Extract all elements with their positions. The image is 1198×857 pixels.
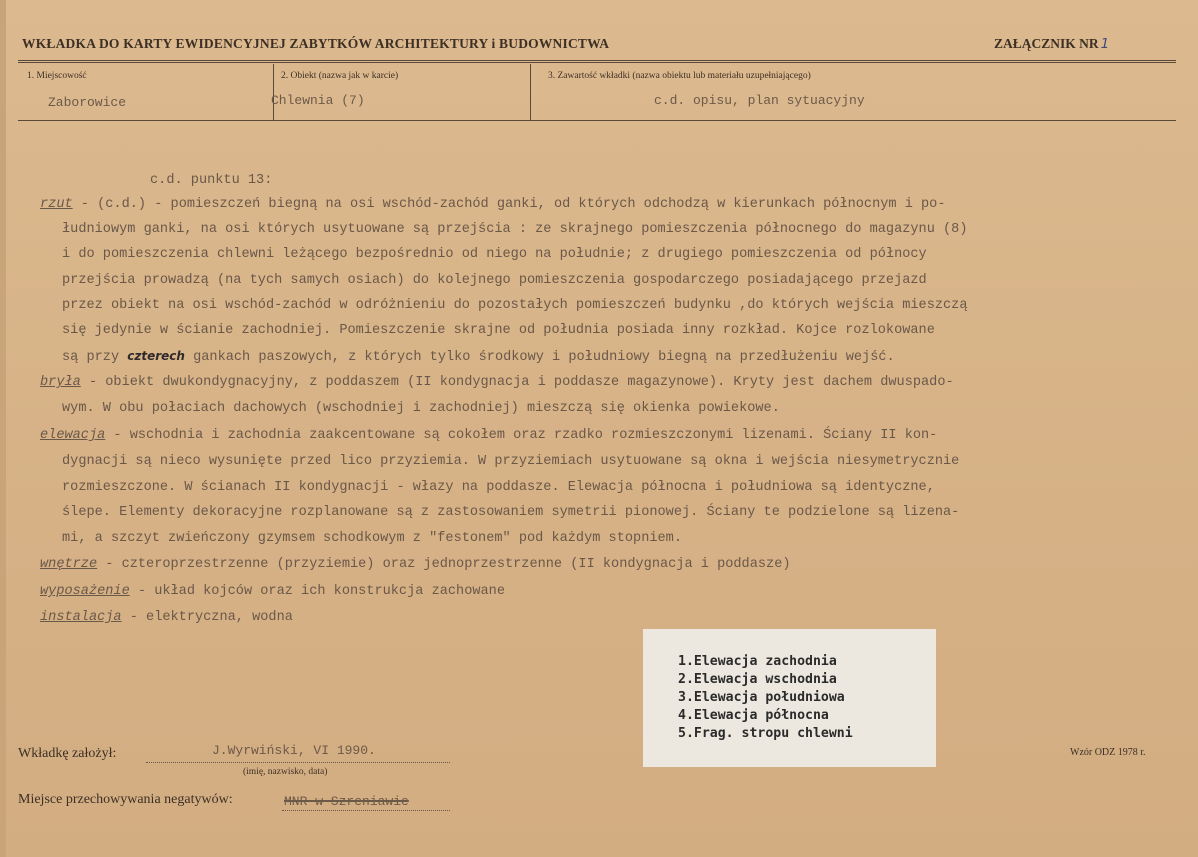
field-content-value: c.d. opisu, plan sytuacyjny [654,93,865,108]
negatives-line [282,810,450,811]
rzut-line-2: łudniowym ganki, na osi których usytuowane są przejścia : ze skrajnego pomieszczenia północnego do magazynu (8) [62,222,968,237]
rzut-line-7 [62,349,895,365]
form-code: Wzór ODZ 1978 r. [1070,747,1146,758]
fields-rule [18,120,1176,121]
card-title: WKŁADKA DO KARTY EWIDENCYJNEJ ZABYTKÓW ARCHITEKTURY i BUDOWNICTWA [22,36,610,51]
rzut-line-3: i do pomieszczenia chlewni leżącego bezpośrednio od niego na południe; z drugiego pomieszczenia od północy [62,247,927,262]
field-object-value: Chlewnia (7) [271,93,365,108]
elewacja-line-1 [40,428,937,443]
photo-list-item: 1.Elewacja zachodnia [678,654,837,669]
wnetrze-label: wnętrze [40,557,98,572]
wnetrze-text: - czteroprzestrzenne (przyziemie) oraz jednoprzestrzenne (II kondygnacja i poddasze) [97,557,791,572]
rzut-text-7b: gankach paszowych, z których tylko środkowy i południowy biegną na przedłużeniu wejść. [184,350,895,365]
bryla-line-2: wym. W obu połaciach dachowych (wschodniej i zachodniej) mieszczą się okienka powiekowe. [62,401,780,416]
field-place-value: Zaborowice [48,95,127,110]
elewacja-text-1: - wschodnia i zachodnia zaakcentowane są cokołem oraz rzadko rozmieszczonymi lizenami. Ściany II kon- [105,428,938,443]
field-place-label: 1. Miejscowość [27,71,87,81]
author-caption: (imię, nazwisko, data) [243,767,328,777]
rzut-text-7a: są przy [62,350,128,365]
negatives-label: Miejsce przechowywania negatywów: [18,792,233,807]
elewacja-line-3: rozmieszczone. W ścianach II kondygnacji - włazy na poddasze. Elewacja północna i południowa są identyczne, [62,480,935,495]
photo-list-item: 3.Elewacja południowa [678,690,845,705]
bryla-label: bryła [40,375,81,390]
bryla-text-1: - obiekt dwukondygnacyjny, z poddaszem (II kondygnacja i poddasze magazynowe). Kryty jest dachem dwuspado- [80,375,954,390]
photo-list [678,653,853,743]
wyposazenie-line [40,584,505,599]
photo-list-item: 2.Elewacja wschodnia [678,672,837,687]
photo-list-item: 4.Elewacja północna [678,708,829,723]
wyposazenie-text: - układ kojców oraz ich konstrukcja zachowane [129,584,505,599]
annex-number: 1 [1100,36,1110,52]
field-divider-2 [530,64,531,120]
elewacja-label: elewacja [40,428,106,443]
card-edge [0,0,6,857]
instalacja-label: instalacja [40,610,122,625]
elewacja-line-5: mi, a szczyt zwieńczony gzymsem schodkowym z "festonem" pod każdym stopniem. [62,531,682,546]
author-label: Wkładkę założył: [18,746,117,761]
author-line [146,762,450,763]
author-value: J.Wyrwiński, VI 1990. [212,743,376,758]
instalacja-text: - elektryczna, wodna [121,610,293,625]
negatives-value: MNR w Szreniawie [284,794,409,809]
handwritten-correction: czterech [127,349,185,363]
elewacja-line-4: ślepe. Elementy dekoracyjne rozplanowane są z zastosowaniem symetrii pionowej. Ściany te podzielone są lizena- [62,505,960,520]
elewacja-line-2: dygnacji są nieco wysunięte przed lico przyziemia. W przyziemiach usytuowane są okna i wejścia niesymetrycznie [62,454,960,469]
annex-label-text: ZAŁĄCZNIK NR [994,36,1099,51]
header-rule [18,60,1176,63]
rzut-line-4: przejścia prowadzą (na tych samych osiach) do kolejnego pomieszczenia gospodarczego posiadającego przejazd [62,273,927,288]
photo-list-slip [643,629,936,767]
rzut-line-6: się jedynie w ścianie zachodniej. Pomieszczenie skrajne od południa posiada inny rozkład. Kojce rozlokowane [62,323,935,338]
annex-label [994,36,1109,52]
bryla-line-1 [40,375,954,390]
photo-list-item: 5.Frag. stropu chlewni [678,726,853,741]
field-content-label: 3. Zawartość wkładki (nazwa obiektu lub materiału uzupełniającego) [548,71,811,81]
wyposazenie-label: wyposażenie [40,584,130,599]
field-object-label: 2. Obiekt (nazwa jak w karcie) [281,71,399,81]
field-divider-1 [273,64,274,120]
wnetrze-line [40,557,791,572]
intro-line: c.d. punktu 13: [150,173,273,188]
rzut-text-1: - (c.d.) - pomieszczeń biegną na osi wschód-zachód ganki, od których odchodzą w kierunkach północnym i po- [72,197,946,212]
instalacja-line [40,610,293,625]
rzut-label: rzut [40,197,73,212]
rzut-line-1 [40,197,946,212]
rzut-line-5: przez obiekt na osi wschód-zachód w odróżnieniu do pozostałych pomieszczeń budynku ,do których wejścia mieszczą [62,298,968,313]
